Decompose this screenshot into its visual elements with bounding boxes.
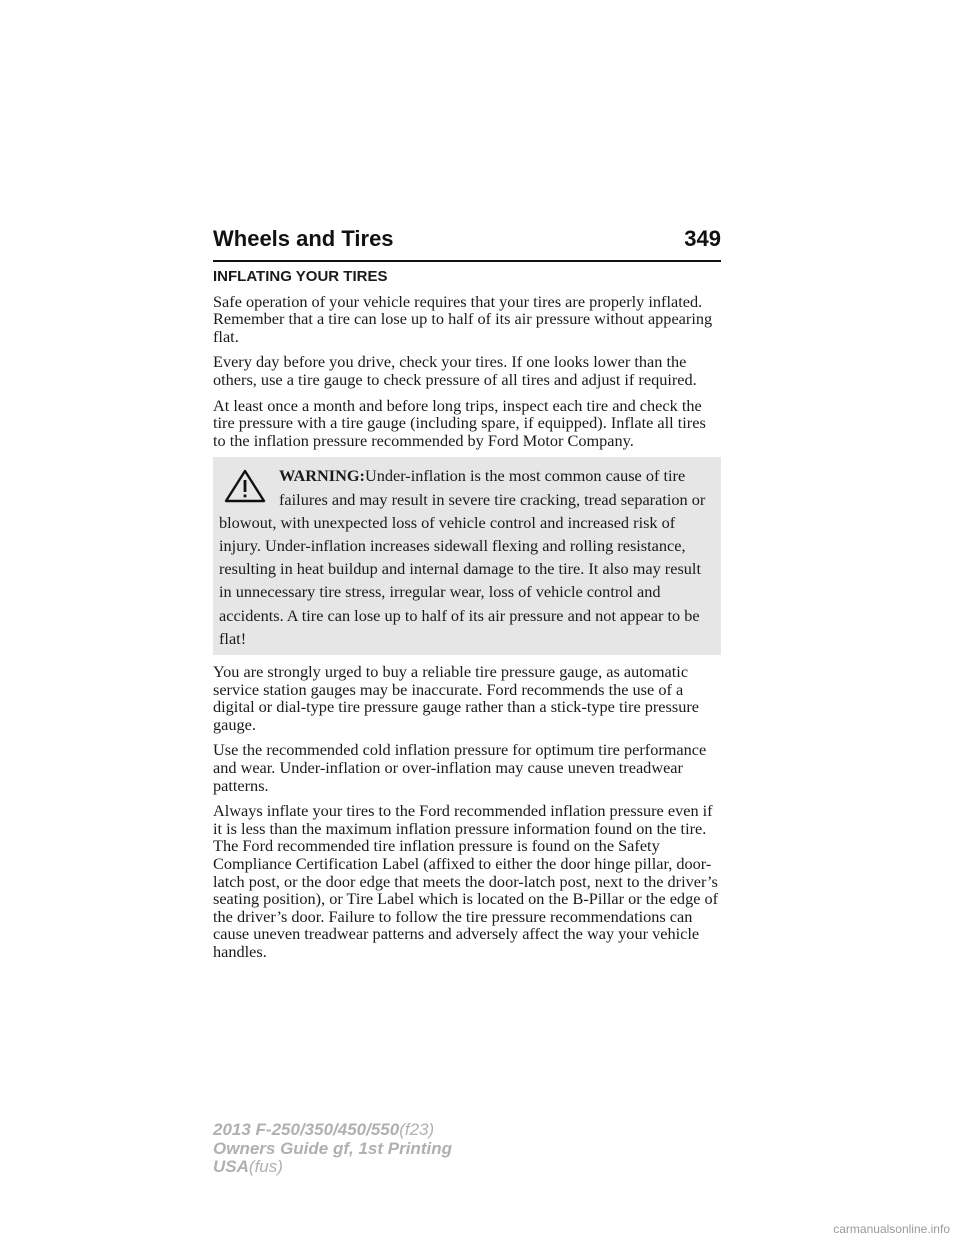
warning-triangle-icon [223,468,267,504]
footer-line-1 [213,1121,452,1140]
paragraph-1: Safe operation of your vehicle requires that your tires are properly inflated. Remember that a tire can lose up to half of its air pressure without appearing flat. [213,291,713,346]
warning-label: WARNING: [279,466,365,486]
paragraph-6: Always inflate your tires to the Ford recommended inflation pressure even if it is less than the maximum inflation pressure information found on the tire. The Ford recommended tire inflation pressure is found on the Safety Compliance Certification Label (affixed to either the door hinge pillar, door-latch post, or the door edge that meets the door-latch post, next to the driver’s seating position), or Tire Label which is located on the B-Pillar or the edge of the driver’s door. Failure to follow the tire pressure recommendations can cause uneven treadwear patterns and adversely affect the way your vehicle handles. [213,801,719,961]
paragraph-4: You are strongly urged to buy a reliable tire pressure gauge, as automatic service station gauges may be inaccurate. Ford recommends the use of a digital or dial-type tire pressure gauge rather than a stick-type tire pressure gauge. [213,661,699,734]
page-footer [213,1121,452,1177]
page-number: 349 [684,226,721,251]
page-content [213,268,721,968]
footer-line-3 [213,1158,452,1177]
footer-model-code: (f23) [399,1120,435,1139]
footer-line-2: Owners Guide gf, 1st Printing [213,1138,452,1158]
paragraph-2: Every day before you drive, check your tires. If one looks lower than the others, use a tire gauge to check pressure of all tires and adjust if required. [213,352,697,389]
header-rule [213,260,721,262]
section-heading: INFLATING YOUR TIRES [213,268,388,285]
watermark: carmanualsonline.info [833,1222,950,1236]
footer-region-code: (fus) [248,1157,283,1176]
warning-text: Under-inflation is the most common cause of tire failures and may result in severe tire cracking, tread separation or blowout, with unexpected loss of vehicle control and increased risk of injury. Under-inflation increases sidewall flexing and rolling resistance, resulting in heat buildup and internal damage to the tire. It also may result in unnecessary tire stress, irregular wear, loss of vehicle control and accidents. A tire can lose up to half of its air pressure and not appear to be flat! [219,466,706,648]
warning-box [213,457,721,655]
footer-model: 2013 F-250/350/450/550 [213,1120,400,1139]
page-header [213,226,721,252]
paragraph-5: Use the recommended cold inflation pressure for optimum tire performance and wear. Under-inflation or over-inflation may cause uneven treadwear patterns. [213,740,707,795]
paragraph-3: At least once a month and before long trips, inspect each tire and check the tire pressure with a tire gauge (including spare, if equipped). Inflate all tires to the inflation pressure recommended by Ford Motor Company. [213,395,706,450]
footer-region: USA [213,1157,249,1176]
section-title-header: Wheels and Tires [213,226,394,251]
